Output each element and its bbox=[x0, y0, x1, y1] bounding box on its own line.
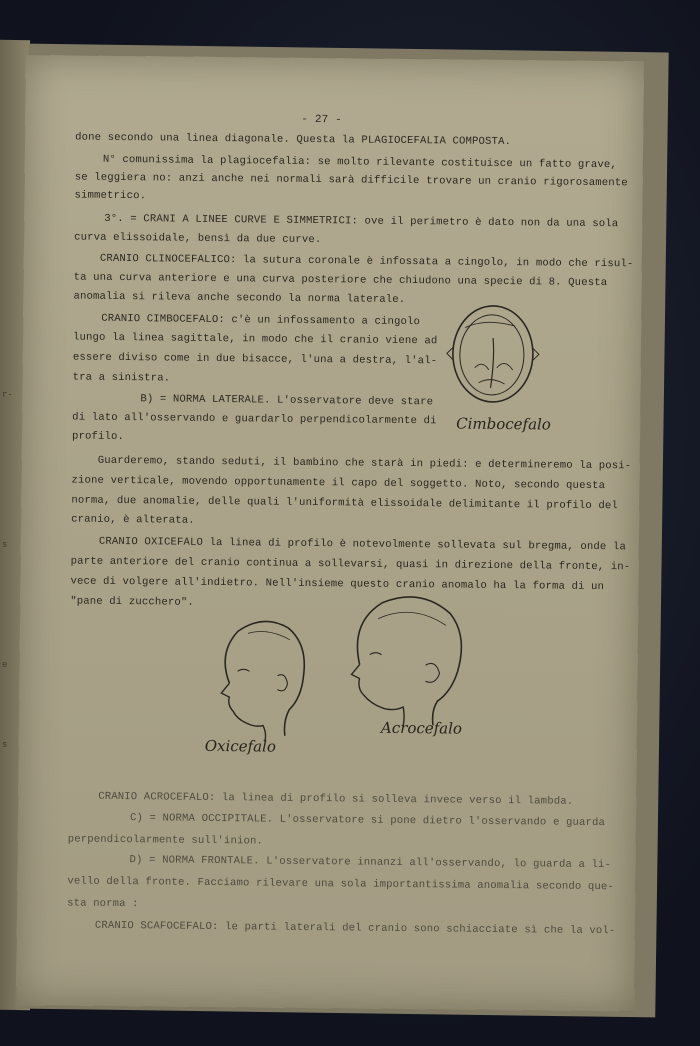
text-line: ta una curva anteriore e una curva posteriore che chiudono una specie di 8. Questa bbox=[73, 271, 608, 290]
text-line: CRANIO ACROCEFALO: la linea di profilo si solleva invece verso il lambda. bbox=[98, 790, 574, 808]
text-line: lungo la linea sagittale, in modo che il cranio viene ad bbox=[72, 331, 438, 348]
left-page-mark: e bbox=[2, 659, 8, 670]
text-line: anomalia si rileva anche secondo la norma laterale. bbox=[73, 290, 406, 306]
head-profile-icon bbox=[341, 592, 472, 733]
text-line: parte anteriore del cranio continua a sollevarsi, quasi in direzione della fronte, in- bbox=[70, 555, 631, 574]
text-line: 3°. = CRANI A LINEE CURVE E SIMMETRICI: ove il perimetro è dato non da una sola bbox=[104, 212, 619, 231]
page-number: - 27 - bbox=[301, 113, 342, 127]
text-line: norma, due anomalie, delle quali l'uniformità elissoidale delimitante il profilo del bbox=[71, 494, 618, 513]
text-line: Guarderemo, stando seduti, il bambino che starà in piedi: e determineremo la posi- bbox=[97, 454, 632, 473]
figure-caption-cimbocefalo: Cimbocefalo bbox=[456, 414, 551, 434]
text-line: CRANIO CIMBOCEFALO: c'è un infossamento a cingolo bbox=[101, 312, 421, 329]
figure-caption-acrocefalo: Acrocefalo bbox=[380, 718, 463, 738]
text-line: sta norma : bbox=[67, 897, 139, 911]
text-line: D) = NORMA FRONTALE. L'osservatore innanzi all'osservando, lo guarda a li- bbox=[129, 854, 612, 872]
text-line: CRANIO SCAFOCEFALO: le parti laterali del cranio sono schiacciate sì che la vol- bbox=[94, 919, 616, 938]
left-page-mark: r- bbox=[2, 389, 13, 400]
text-line: tra a sinistra. bbox=[72, 371, 171, 385]
left-page-mark: s bbox=[2, 739, 8, 750]
text-line: C) = NORMA OCCIPITALE. L'osservatore si pone dietro l'osservando e guarda bbox=[129, 812, 606, 830]
text-line: vece di volgere all'indietro. Nell'insieme questo cranio anomalo ha la forma di un bbox=[70, 575, 605, 594]
text-line: done secondo una linea diagonale. Questa la PLAGIOCEFALIA COMPOSTA. bbox=[75, 131, 512, 149]
text-line: essere diviso come in due bisacce, l'una a destra, l'al- bbox=[72, 351, 438, 368]
text-line: "pane di zucchero". bbox=[70, 595, 194, 609]
document-page bbox=[16, 55, 644, 1011]
text-line: CRANIO OXICEFALO la linea di profilo è notevolmente sollevata sul bregma, onde la bbox=[98, 535, 627, 554]
text-line: vello della fronte. Facciamo rilevare una sola importantissima anomalia secondo que- bbox=[67, 875, 615, 894]
text-line: perpendicolarmente sull'inion. bbox=[67, 833, 264, 848]
text-line: profilo. bbox=[71, 430, 125, 444]
text-line: simmetrico. bbox=[74, 189, 147, 203]
text-line: CRANIO CLINOCEFALICO: la sutura coronale è infossata a cingolo, in modo che risul- bbox=[99, 252, 634, 271]
skull-top-view-icon bbox=[444, 297, 545, 418]
figure-caption-oxicefalo: Oxicefalo bbox=[204, 736, 277, 756]
text-line: di lato all'osservando e guardarlo perpendicolarmente di bbox=[72, 411, 437, 428]
head-profile-icon bbox=[207, 613, 318, 744]
text-line: cranio, è alterata. bbox=[71, 513, 195, 527]
text-line: B) = NORMA LATERALE. L'osservatore deve stare bbox=[140, 393, 434, 409]
text-line: zione verticale, movendo opportunamente il capo del soggetto. Noto, secondo questa bbox=[71, 474, 606, 493]
text-line: N° comunissima la plagiocefalia: se molto rilevante costituisce un fatto grave, bbox=[102, 153, 618, 172]
left-page-mark: s bbox=[2, 539, 8, 550]
text-line: curva elissoidale, bensì da due curve. bbox=[74, 231, 322, 247]
text-line: se leggiera no: anzi anche nei normali sarà difficile trovare un cranio rigorosamente bbox=[74, 171, 628, 190]
